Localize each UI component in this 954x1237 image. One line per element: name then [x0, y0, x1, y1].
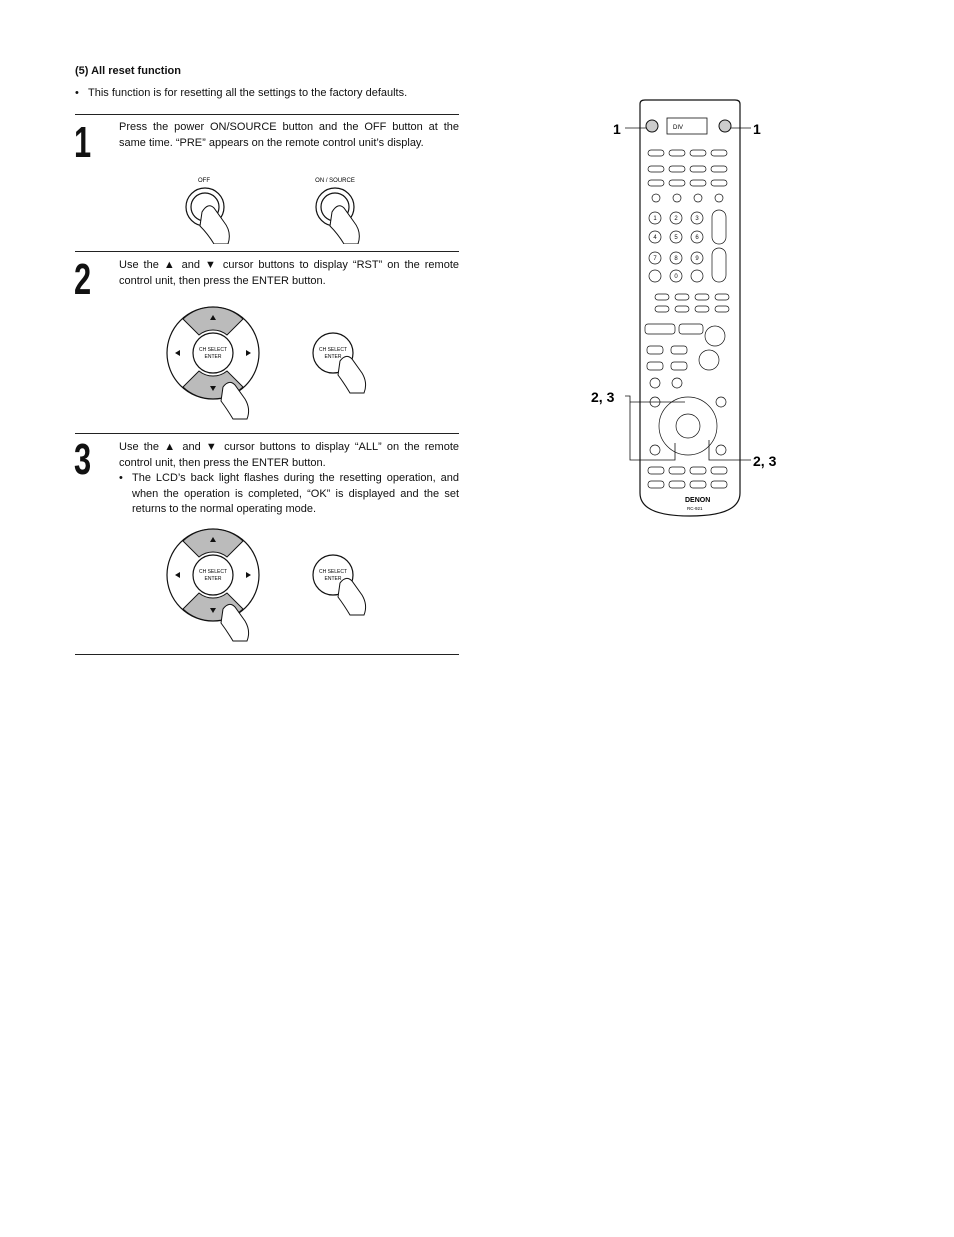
- svg-text:6: 6: [695, 235, 699, 241]
- off-label: OFF: [198, 178, 210, 184]
- intro-text: [75, 87, 407, 99]
- svg-text:0: 0: [674, 274, 678, 280]
- enter-line1: CH SELECT: [318, 347, 348, 353]
- power-buttons-illustration: [180, 172, 380, 244]
- svg-text:DIV: DIV: [673, 125, 684, 131]
- pad-center-line1: CH SELECT: [198, 347, 228, 353]
- bullet-dot: •: [75, 87, 79, 99]
- on-source-label: ON / SOURCE: [315, 178, 355, 184]
- intro-line: This function is for resetting all the settings to the factory defaults.: [88, 87, 408, 99]
- remote-brand: DENON: [685, 497, 711, 504]
- enter-line2: ENTER: [324, 576, 342, 582]
- svg-text:7: 7: [653, 256, 657, 262]
- divider-rule: [75, 251, 459, 252]
- svg-text:2: 2: [674, 216, 678, 222]
- svg-text:3: 3: [695, 216, 699, 222]
- section-title: (5) All reset function: [75, 65, 181, 77]
- step-2-text: Use the ▲ and ▼ cursor buttons to display “RST” on the remote control unit, then press the ENTER button.: [119, 259, 459, 287]
- step-1-text: Press the power ON/SOURCE button and the OFF button at the same time. “PRE” appears on the remote control unit’s display.: [119, 121, 459, 149]
- step-3-bullet: • The LCD’s back light flashes during the resetting operation, and when the operation is completed, “OK” is displayed and the set returns to the normal operating mode.: [132, 471, 459, 518]
- divider-rule: [75, 114, 459, 115]
- pad-center-line2: ENTER: [204, 576, 222, 582]
- step-3-text: Use the ▲ and ▼ cursor buttons to display “ALL” on the remote control unit, then press the ENTER button.: [119, 441, 459, 469]
- enter-line2: ENTER: [324, 354, 342, 360]
- svg-text:5: 5: [674, 235, 678, 241]
- svg-text:4: 4: [653, 235, 657, 241]
- svg-text:8: 8: [674, 256, 678, 262]
- pad-center-line2: ENTER: [204, 354, 222, 360]
- cursor-pad-illustration: [165, 527, 380, 642]
- pad-center-line1: CH SELECT: [198, 569, 228, 575]
- step-2-number: 2: [74, 255, 92, 304]
- callout-23-left: 2, 3: [591, 389, 615, 405]
- callout-1-right: 1: [753, 121, 761, 137]
- svg-text:9: 9: [695, 256, 699, 262]
- cursor-pad-illustration: [165, 305, 380, 420]
- step-3-number: 3: [74, 435, 92, 484]
- divider-rule: [75, 654, 459, 655]
- callout-23-right: 2, 3: [753, 453, 777, 469]
- remote-model: RC-921: [687, 506, 703, 511]
- svg-text:1: 1: [653, 216, 657, 222]
- divider-rule: [75, 433, 459, 434]
- step-1-number: 1: [74, 118, 92, 167]
- remote-control-illustration: [585, 98, 795, 523]
- enter-line1: CH SELECT: [318, 569, 348, 575]
- callout-1-left: 1: [613, 121, 621, 137]
